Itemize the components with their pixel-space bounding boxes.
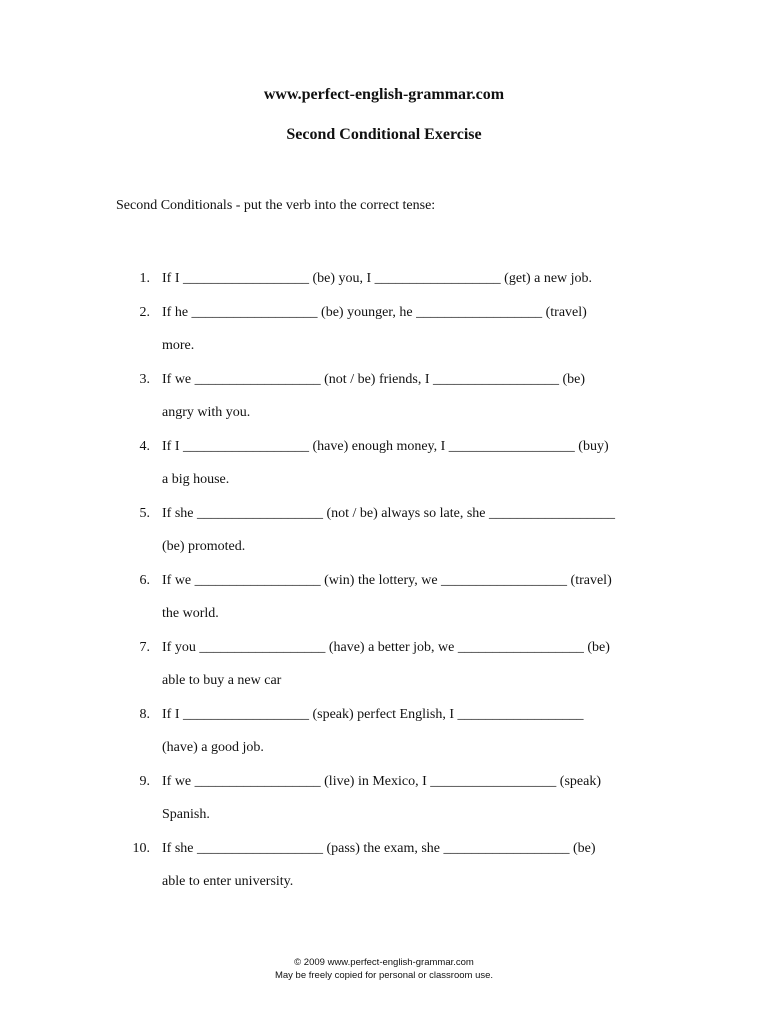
item-line2: able to enter university.: [162, 874, 294, 889]
item-line2: more.: [162, 338, 195, 353]
exercise-item-3: [0, 363, 768, 430]
item-number: 8.: [139, 706, 150, 722]
item-line1: If she __________________ (not / be) always so late, she __________________: [162, 505, 615, 521]
item-line1: If he __________________ (be) younger, he __________________ (travel): [162, 304, 587, 320]
item-line1: If you __________________ (have) a better job, we __________________ (be): [162, 639, 610, 655]
item-line1: If I __________________ (speak) perfect English, I __________________: [162, 706, 584, 722]
exercise-item-7: [0, 631, 768, 698]
item-number: 10.: [132, 840, 150, 856]
item-line2: the world.: [162, 606, 219, 621]
exercise-item-1: [0, 262, 768, 296]
exercise-item-10: [0, 832, 768, 899]
item-line2: angry with you.: [162, 405, 251, 420]
exercise-list: [0, 262, 768, 899]
item-line2: a big house.: [162, 472, 230, 487]
footer-copyright: © 2009 www.perfect-english-grammar.com: [294, 957, 474, 968]
exercise-item-5: [0, 497, 768, 564]
item-line1: If she __________________ (pass) the exam, she __________________ (be): [162, 840, 596, 856]
item-number: 5.: [139, 505, 150, 521]
item-number: 7.: [139, 639, 150, 655]
item-line2: able to buy a new car: [162, 673, 282, 688]
item-line1: If I __________________ (be) you, I __________________ (get) a new job.: [162, 271, 593, 286]
footer: [0, 956, 768, 982]
item-number: 2.: [139, 304, 150, 320]
item-line2: Spanish.: [162, 807, 210, 822]
instructions: Second Conditionals - put the verb into the correct tense:: [116, 198, 436, 213]
exercise-item-4: [0, 430, 768, 497]
exercise-item-8: [0, 698, 768, 765]
exercise-item-9: [0, 765, 768, 832]
item-line1: If we __________________ (not / be) friends, I __________________ (be): [162, 371, 586, 387]
item-line1: If we __________________ (live) in Mexico, I __________________ (speak): [162, 773, 601, 789]
footer-note: May be freely copied for personal or classroom use.: [274, 970, 494, 981]
item-line1: If I __________________ (have) enough money, I __________________ (buy): [162, 438, 609, 454]
page-title: Second Conditional Exercise: [286, 126, 482, 143]
exercise-item-2: [0, 296, 768, 363]
site-url: www.perfect-english-grammar.com: [263, 86, 505, 103]
item-number: 1.: [139, 271, 150, 286]
item-line1: If we __________________ (win) the lottery, we __________________ (travel): [162, 572, 612, 588]
item-number: 3.: [139, 371, 150, 387]
exercise-item-6: [0, 564, 768, 631]
item-number: 9.: [139, 773, 150, 789]
item-number: 4.: [139, 438, 150, 454]
item-number: 6.: [139, 572, 150, 588]
item-line2: (have) a good job.: [162, 740, 264, 755]
item-line2: (be) promoted.: [162, 539, 246, 554]
